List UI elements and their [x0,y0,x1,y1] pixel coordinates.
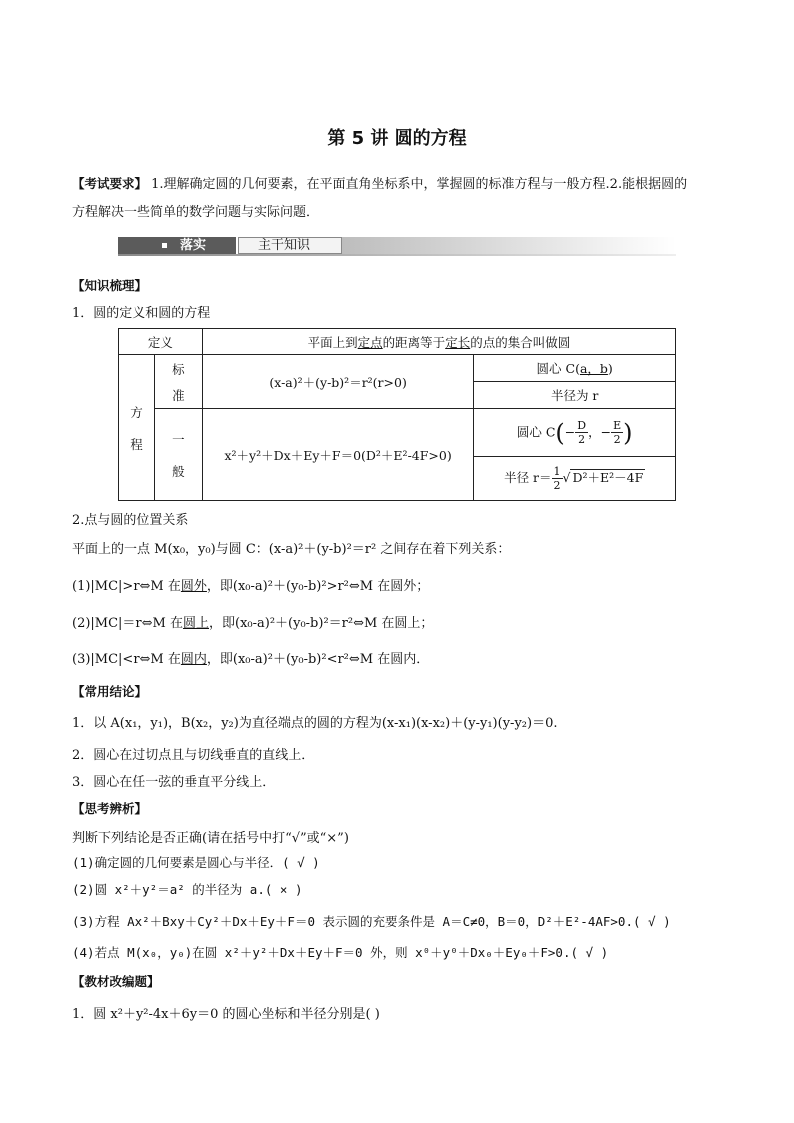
position-outside: (1)|MC|>r⇔M 在圆外，即(x₀-a)²＋(y₀-b)²>r²⇔M 在圆外； [72,579,430,594]
common-heading: 【常用结论】 [72,684,148,699]
common-conclusion-1: 1．以 A(x₁，y₁)，B(x₂，y₂)为直径端点的圆的方程为(x-x₁)(x-x₂)＋(y-y₁)(y-y₂)＝0. [72,716,558,731]
think-item-4: (4)若点 M(x₀，y₀)在圆 x²＋y²＋Dx＋Ey＋F＝0 外，则 x⁰＋y⁰＋Dx₀＋Ey₀＋F>0.( √ ) [72,945,609,960]
standard-label: 标 准 [154,355,202,409]
exam-requirements-line2: 方程解决一些简单的数学问题与实际问题． [72,205,320,220]
common-conclusion-2: 2．圆心在过切点且与切线垂直的直线上． [72,748,315,763]
knowledge-heading: 【知识梳理】 [72,278,148,293]
think-item-2: (2)圆 x²＋y²＝a² 的半径为 a.( × ) [72,882,303,897]
item1-heading: 1．圆的定义和圆的方程 [72,306,211,321]
general-center: 圆心 C(− $\frac{D}{2}$ ，− $\frac{E}{2}$ ) [474,409,676,457]
think-item-3: (3)方程 Ax²＋Bxy＋Cy²＋Dx＋Ey＋F＝0 表示圆的充要条件是 A＝C≠0，B＝0，D²＋E²-4AF>0.( √ ) [72,914,671,929]
circle-equation-table [118,328,676,501]
exam-requirements-label: 【考试要求】 [72,176,148,191]
general-equation: x²＋y²＋Dx＋Ey＋F＝0(D²＋E²-4F>0) [202,409,473,501]
item2-description: 平面上的一点 M(x₀，y₀)与圆 C：(x-a)²＋(y-b)²＝r² 之间存在着下列关系： [72,542,511,557]
equation-label: 方 程 [119,355,155,501]
exam-requirements-text1: 1.理解确定圆的几何要素，在平面直角坐标系中，掌握圆的标准方程与一般方程.2.能根据圆的 [147,177,688,192]
definition-label: 定义 [119,329,203,355]
think-heading: 【思考辨析】 [72,801,148,816]
banner-label-right: 主干知识 [258,238,311,253]
think-intro: 判断下列结论是否正确(请在括号中打“√”或“×”) [72,831,349,846]
common-conclusion-3: 3．圆心在任一弦的垂直平分线上． [72,775,276,790]
general-radius: 半径 r＝ $\frac{1}{2}$ √ D²＋E²－4F [474,457,676,501]
standard-radius: 半径为 r [474,382,676,409]
position-inside: (3)|MC|<r⇔M 在圆内，即(x₀-a)²＋(y₀-b)²<r²⇔M 在圆内． [72,652,430,667]
textbook-item-1: 1．圆 x²＋y²-4x＋6y＝0 的圆心坐标和半径分别是( ) [72,1007,380,1022]
think-item-1: (1)确定圆的几何要素是圆心与半径．( √ ) [72,855,320,870]
definition-text: 平面上到定点的距离等于定长的点的集合叫做圆 [202,329,675,355]
standard-center: 圆心 C(a，b) [474,355,676,382]
page-title: 第 5 讲 圆的方程 [327,128,467,149]
textbook-heading: 【教材改编题】 [72,974,160,989]
item2-heading: 2.点与圆的位置关系 [72,513,189,528]
square-bullet-icon [162,243,167,248]
general-label: 一 般 [154,409,202,501]
section-banner [118,237,676,257]
banner-label-left: 落实 [180,238,207,253]
exam-requirements-line1 [72,173,687,192]
position-on: (2)|MC|＝r⇔M 在圆上，即(x₀-a)²＋(y₀-b)²＝r²⇔M 在圆上； [72,616,434,631]
standard-equation: (x-a)²＋(y-b)²＝r²(r>0) [202,355,473,409]
